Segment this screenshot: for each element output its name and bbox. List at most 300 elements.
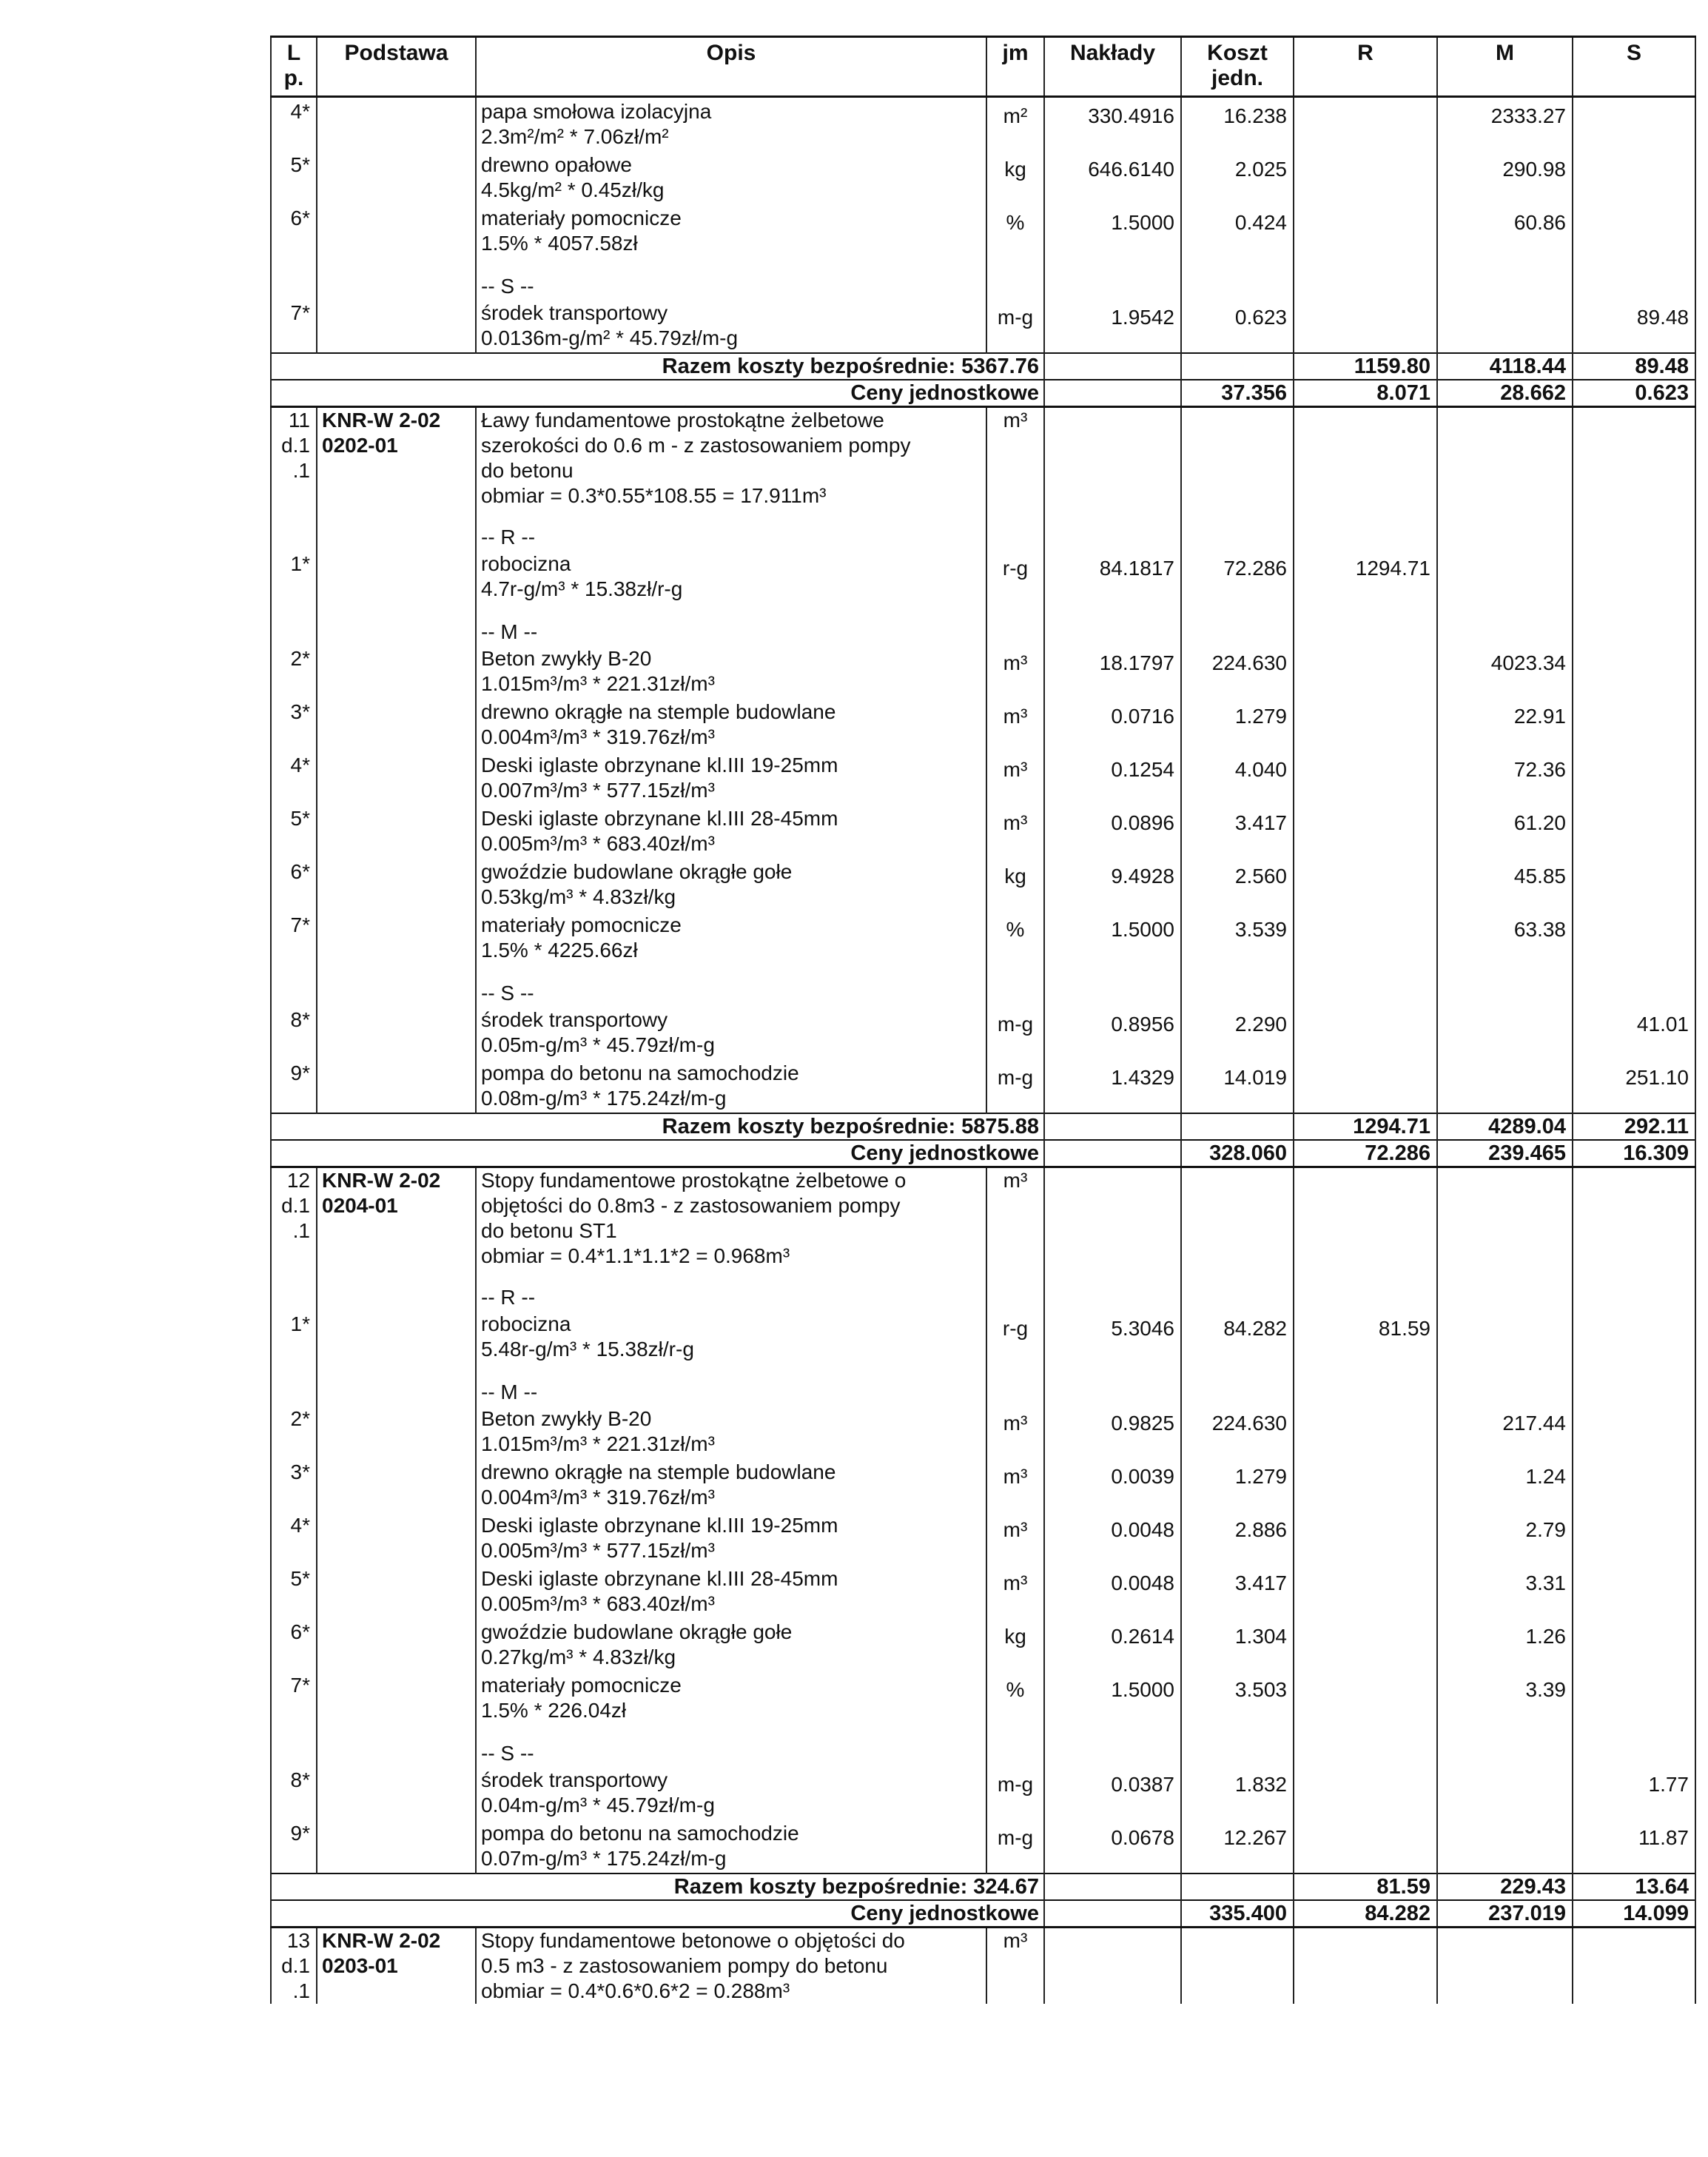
- row-jm: [986, 1618, 1044, 1671]
- position-title: [476, 1928, 986, 2005]
- spacer-cell: [986, 1285, 1044, 1310]
- row-koszt-value: 1.304: [1234, 1625, 1287, 1648]
- row-s: [1573, 1512, 1695, 1565]
- row-naklady-value: 0.0039: [1111, 1465, 1174, 1488]
- spacer-cell: [271, 509, 317, 525]
- sum-s: 89.48: [1573, 353, 1695, 380]
- sum-s: 292.11: [1573, 1113, 1695, 1140]
- row-naklady: [1044, 1006, 1181, 1059]
- spacer-cell: [476, 1363, 986, 1380]
- row-opis-line: gwoździe budowlane okrągłe gołe: [481, 860, 793, 883]
- spacer-cell: [1181, 509, 1294, 525]
- row-koszt-value: 14.019: [1223, 1066, 1287, 1089]
- spacer-cell: [1437, 1741, 1573, 1766]
- row-podstawa: [317, 274, 476, 299]
- row-opis-line: robocizna: [481, 552, 571, 575]
- spacer-cell: [1181, 965, 1294, 981]
- row-m: [1437, 299, 1573, 353]
- row-opis: [476, 1671, 986, 1725]
- row-jm-value: m-g: [997, 1013, 1034, 1036]
- spacer-cell: [476, 965, 986, 981]
- row-koszt: [1181, 751, 1294, 805]
- row-m-value: 2333.27: [1490, 104, 1566, 127]
- total-row: [271, 1873, 1695, 1900]
- row-r: [1294, 550, 1437, 603]
- row-s-value: 41.01: [1636, 1013, 1689, 1036]
- row-opis-line: 0.27kg/m³ * 4.83zł/kg: [481, 1646, 676, 1668]
- spacer-cell: [1044, 1725, 1181, 1741]
- row-s: [1573, 911, 1695, 965]
- spacer-cell: [1294, 603, 1437, 620]
- row-jm-value: %: [1006, 211, 1025, 234]
- spacer-cell: [1294, 620, 1437, 645]
- sum-r: 84.282: [1294, 1900, 1437, 1928]
- row-opis: [476, 1405, 986, 1458]
- row-podstawa: [317, 911, 476, 965]
- sum-r: 81.59: [1294, 1873, 1437, 1900]
- row-koszt-value: 4.040: [1234, 758, 1287, 781]
- row-opis: [476, 151, 986, 204]
- row-opis-line: 0.007m³/m³ * 577.15zł/m³: [481, 779, 715, 802]
- row-opis: [476, 1819, 986, 1873]
- position-header-row: [271, 1928, 1695, 2005]
- sum-koszt: [1181, 1113, 1294, 1140]
- position-title-line: Ławy fundamentowe prostokątne żelbetowe: [481, 409, 884, 432]
- position-title-line: do betonu: [481, 459, 574, 482]
- row-jm: [986, 1405, 1044, 1458]
- row-naklady-value: 0.0387: [1111, 1773, 1174, 1796]
- spacer-cell: [1044, 603, 1181, 620]
- spacer-cell: [1294, 1269, 1437, 1285]
- section-marker: -- M --: [476, 620, 986, 645]
- row-opis-line: 0.53kg/m³ * 4.83zł/kg: [481, 885, 676, 908]
- row-opis: [476, 911, 986, 965]
- spacer-cell: [1437, 1380, 1573, 1405]
- row-m: [1437, 1006, 1573, 1059]
- row-opis-line: 1.5% * 4057.58zł: [481, 232, 638, 255]
- row-opis-line: środek transportowy: [481, 1768, 668, 1791]
- row-koszt: [1181, 1006, 1294, 1059]
- row-m: [1437, 751, 1573, 805]
- sum-koszt: [1181, 1873, 1294, 1900]
- spacer-cell: [1181, 620, 1294, 645]
- row-jm-value: %: [1006, 1678, 1025, 1701]
- spacer-cell: [986, 1741, 1044, 1766]
- row-naklady-value: 1.5000: [1111, 918, 1174, 941]
- position-lp-line: d.1: [281, 434, 310, 457]
- spacer-cell: [317, 603, 476, 620]
- row-naklady: [1044, 805, 1181, 858]
- row-jm: [986, 97, 1044, 152]
- row-koszt-value: 3.417: [1234, 1571, 1287, 1594]
- table-row: [271, 151, 1695, 204]
- row-naklady-value: 18.1797: [1099, 651, 1174, 674]
- row-podstawa: [317, 550, 476, 603]
- row-r: [1294, 1059, 1437, 1113]
- row-jm-value: m³: [1003, 758, 1028, 781]
- row-koszt: [1181, 1618, 1294, 1671]
- row-s: [1573, 1405, 1695, 1458]
- row-podstawa: [317, 1405, 476, 1458]
- position-code-line: KNR-W 2-02: [322, 409, 441, 432]
- spacer-cell: [986, 274, 1044, 299]
- spacer-cell: [1181, 274, 1294, 299]
- row-jm: [986, 550, 1044, 603]
- row-koszt-value: 224.630: [1211, 1412, 1287, 1435]
- row-opis: [476, 805, 986, 858]
- cost-estimate-sheet: [270, 36, 1695, 2004]
- row-naklady: [1044, 1458, 1181, 1512]
- row-opis: [476, 299, 986, 353]
- row-jm: [986, 204, 1044, 258]
- sum-s: 0.623: [1573, 380, 1695, 407]
- row-koszt: [1181, 1405, 1294, 1458]
- row-opis: [476, 1565, 986, 1618]
- spacer-cell: [1573, 981, 1695, 1006]
- row-lp: [271, 981, 317, 1006]
- row-r: [1294, 1405, 1437, 1458]
- row-naklady: [1044, 1618, 1181, 1671]
- row-m-value: 22.91: [1513, 705, 1566, 728]
- row-podstawa: [317, 1059, 476, 1113]
- row-koszt: [1181, 645, 1294, 698]
- spacer-cell: [1044, 1285, 1181, 1310]
- spacer-cell: [1573, 1741, 1695, 1766]
- spacer-cell: [986, 620, 1044, 645]
- row-naklady-value: 330.4916: [1088, 104, 1174, 127]
- sum-koszt: 328.060: [1181, 1140, 1294, 1167]
- spacer-cell: [1294, 407, 1437, 509]
- spacer-cell: [1181, 525, 1294, 550]
- row-m: [1437, 1310, 1573, 1363]
- row-opis-line: 0.004m³/m³ * 319.76zł/m³: [481, 1486, 715, 1509]
- row-m-value: 72.36: [1513, 758, 1566, 781]
- unit-price-row: [271, 1900, 1695, 1928]
- row-r: [1294, 1766, 1437, 1819]
- row-opis-line: 2.3m²/m² * 7.06zł/m²: [481, 125, 669, 148]
- row-s-value: 1.77: [1648, 1773, 1689, 1796]
- row-opis: [476, 1059, 986, 1113]
- spacer-cell: [1573, 407, 1695, 509]
- spacer-cell: [1044, 1380, 1181, 1405]
- spacer-cell: [1044, 509, 1181, 525]
- spacer-cell: [476, 1725, 986, 1741]
- position-title-line: obmiar = 0.4*0.6*0.6*2 = 0.288m³: [481, 1979, 790, 2002]
- row-koszt: [1181, 698, 1294, 751]
- spacer-cell: [1181, 1167, 1294, 1269]
- position-jm: m³: [986, 1928, 1044, 2005]
- row-opis-line: 0.07m-g/m³ * 175.24zł/m-g: [481, 1847, 727, 1870]
- row-koszt-value: 2.886: [1234, 1518, 1287, 1541]
- row-naklady-value: 0.0716: [1111, 705, 1174, 728]
- spacer-cell: [1437, 620, 1573, 645]
- row-jm-value: r-g: [1002, 1317, 1029, 1340]
- row-opis: [476, 1006, 986, 1059]
- position-lp-line: .1: [292, 1979, 310, 2002]
- row-lp: 2*: [271, 1405, 317, 1458]
- row-r: [1294, 698, 1437, 751]
- row-m: [1437, 911, 1573, 965]
- sum-r: 1294.71: [1294, 1113, 1437, 1140]
- row-s: [1573, 1006, 1695, 1059]
- row-r: [1294, 204, 1437, 258]
- row-opis-line: 4.7r-g/m³ * 15.38zł/r-g: [481, 577, 683, 600]
- unit-price-row: [271, 1140, 1695, 1167]
- row-r: [1294, 1006, 1437, 1059]
- spacer-cell: [271, 965, 317, 981]
- row-naklady: [1044, 299, 1181, 353]
- row-koszt-value: 3.503: [1234, 1678, 1287, 1701]
- row-opis-line: Deski iglaste obrzynane kl.III 19-25mm: [481, 754, 838, 776]
- row-lp: 8*: [271, 1766, 317, 1819]
- row-koszt-value: 84.282: [1223, 1317, 1287, 1340]
- row-r: [1294, 1819, 1437, 1873]
- row-naklady: [1044, 550, 1181, 603]
- row-r: [1294, 751, 1437, 805]
- row-podstawa: [317, 1512, 476, 1565]
- row-koszt-value: 16.238: [1223, 104, 1287, 127]
- row-naklady: [1044, 858, 1181, 911]
- spacer-cell: [1044, 620, 1181, 645]
- spacer-cell: [1044, 1269, 1181, 1285]
- spacer-cell: [271, 258, 317, 274]
- row-s-value: 11.87: [1638, 1826, 1689, 1849]
- spacer-cell: [1181, 1363, 1294, 1380]
- position-lp-line: d.1: [281, 1954, 310, 1977]
- sum-m: 239.465: [1437, 1140, 1573, 1167]
- row-m: [1437, 1766, 1573, 1819]
- position-lp-line: 12: [286, 1169, 310, 1192]
- spacer-cell: [986, 1725, 1044, 1741]
- col-header-s: S: [1573, 37, 1695, 97]
- spacer-cell: [1294, 1725, 1437, 1741]
- row-lp: [271, 620, 317, 645]
- row-opis-line: materiały pomocnicze: [481, 913, 682, 936]
- row-podstawa: [317, 1671, 476, 1725]
- spacer-cell: [1437, 1725, 1573, 1741]
- row-koszt: [1181, 204, 1294, 258]
- row-lp: [271, 274, 317, 299]
- total-row: [271, 1113, 1695, 1140]
- sum-koszt: [1181, 353, 1294, 380]
- row-koszt: [1181, 805, 1294, 858]
- unit-price-label: Ceny jednostkowe: [271, 1140, 1044, 1167]
- position-code: [317, 407, 476, 509]
- row-s: [1573, 1059, 1695, 1113]
- position-title-line: obmiar = 0.4*1.1*1.1*2 = 0.968m³: [481, 1244, 790, 1267]
- row-opis-line: drewno okrągłe na stemple budowlane: [481, 700, 836, 723]
- row-jm: [986, 1006, 1044, 1059]
- position-lp-line: .1: [292, 459, 310, 482]
- row-lp: 4*: [271, 1512, 317, 1565]
- row-jm-value: m-g: [997, 1773, 1034, 1796]
- row-m: [1437, 698, 1573, 751]
- spacer-cell: [986, 1380, 1044, 1405]
- spacer-cell: [1573, 274, 1695, 299]
- spacer-cell: [1437, 1269, 1573, 1285]
- section-marker-row: [271, 620, 1695, 645]
- row-naklady-value: 5.3046: [1111, 1317, 1174, 1340]
- row-jm-value: m³: [1003, 1571, 1028, 1594]
- row-naklady: [1044, 151, 1181, 204]
- table-row: [271, 1405, 1695, 1458]
- total-label: Razem koszty bezpośrednie: 5875.88: [271, 1113, 1044, 1140]
- row-koszt: [1181, 1310, 1294, 1363]
- spacer-cell: [317, 1269, 476, 1285]
- row-s: [1573, 1766, 1695, 1819]
- spacer-cell: [1294, 525, 1437, 550]
- spacer-cell: [1044, 407, 1181, 509]
- row-r-value: 1294.71: [1355, 557, 1430, 580]
- spacer-cell: [1044, 1363, 1181, 1380]
- row-koszt: [1181, 1671, 1294, 1725]
- row-lp: 6*: [271, 204, 317, 258]
- position-code-line: 0204-01: [322, 1194, 398, 1217]
- row-jm-value: m³: [1003, 705, 1028, 728]
- table-row: [271, 751, 1695, 805]
- spacer-cell: [317, 258, 476, 274]
- row-naklady: [1044, 1766, 1181, 1819]
- spacer-cell: [271, 1269, 317, 1285]
- row-s: [1573, 751, 1695, 805]
- row-naklady-value: 1.9542: [1111, 306, 1174, 329]
- row-lp: 7*: [271, 911, 317, 965]
- spacer-cell: [1181, 407, 1294, 509]
- row-opis-line: pompa do betonu na samochodzie: [481, 1061, 799, 1084]
- col-header-jm: jm: [986, 37, 1044, 97]
- spacer-cell: [1044, 1928, 1181, 2005]
- row-jm-value: m-g: [997, 1066, 1034, 1089]
- row-naklady-value: 1.4329: [1111, 1066, 1174, 1089]
- section-marker: -- M --: [476, 1380, 986, 1405]
- row-s: [1573, 858, 1695, 911]
- row-m: [1437, 1565, 1573, 1618]
- row-opis-line: Beton zwykły B-20: [481, 647, 652, 670]
- spacer-cell: [1044, 1167, 1181, 1269]
- row-koszt: [1181, 97, 1294, 152]
- row-m: [1437, 645, 1573, 698]
- spacer-row: [271, 1269, 1695, 1285]
- spacer-cell: [1294, 1285, 1437, 1310]
- row-lp: 6*: [271, 1618, 317, 1671]
- section-marker-row: [271, 981, 1695, 1006]
- row-opis-line: materiały pomocnicze: [481, 207, 682, 229]
- spacer-cell: [476, 258, 986, 274]
- position-code: [317, 1167, 476, 1269]
- section-marker: -- R --: [476, 525, 986, 550]
- row-m: [1437, 1458, 1573, 1512]
- row-r: [1294, 1458, 1437, 1512]
- row-jm: [986, 1766, 1044, 1819]
- spacer-cell: [1573, 525, 1695, 550]
- spacer-cell: [1181, 1380, 1294, 1405]
- spacer-cell: [1181, 1285, 1294, 1310]
- row-opis: [476, 1766, 986, 1819]
- position-title-line: objętości do 0.8m3 - z zastosowaniem pompy: [481, 1194, 901, 1217]
- row-m-value: 3.39: [1525, 1678, 1566, 1701]
- position-title: [476, 407, 986, 509]
- row-koszt-value: 3.539: [1234, 918, 1287, 941]
- row-naklady-value: 0.0048: [1111, 1518, 1174, 1541]
- row-naklady: [1044, 751, 1181, 805]
- section-marker: -- S --: [476, 1741, 986, 1766]
- row-naklady-value: 0.2614: [1111, 1625, 1174, 1648]
- row-jm-value: m²: [1003, 104, 1028, 127]
- sum-naklady: [1044, 1873, 1181, 1900]
- position-title-line: Stopy fundamentowe prostokątne żelbetowe o: [481, 1169, 907, 1192]
- row-koszt-value: 1.279: [1234, 1465, 1287, 1488]
- spacer-cell: [1294, 981, 1437, 1006]
- row-jm: [986, 1565, 1044, 1618]
- table-body: [271, 97, 1695, 2005]
- row-opis-line: pompa do betonu na samochodzie: [481, 1822, 799, 1845]
- table-row: [271, 1059, 1695, 1113]
- row-s: [1573, 645, 1695, 698]
- spacer-cell: [1573, 965, 1695, 981]
- table-row: [271, 1618, 1695, 1671]
- spacer-cell: [1181, 258, 1294, 274]
- row-m: [1437, 1819, 1573, 1873]
- row-opis: [476, 1458, 986, 1512]
- row-podstawa: [317, 698, 476, 751]
- row-jm: [986, 698, 1044, 751]
- spacer-cell: [1181, 1269, 1294, 1285]
- spacer-cell: [1437, 965, 1573, 981]
- row-koszt-value: 224.630: [1211, 651, 1287, 674]
- unit-price-row: [271, 380, 1695, 407]
- row-lp: 7*: [271, 1671, 317, 1725]
- row-s: [1573, 97, 1695, 152]
- spacer-cell: [986, 965, 1044, 981]
- row-koszt: [1181, 911, 1294, 965]
- position-jm: m³: [986, 407, 1044, 509]
- row-jm: [986, 911, 1044, 965]
- spacer-cell: [1044, 525, 1181, 550]
- row-s: [1573, 550, 1695, 603]
- row-naklady: [1044, 1405, 1181, 1458]
- position-lp-line: 11: [288, 409, 310, 432]
- row-m-value: 61.20: [1513, 811, 1566, 834]
- row-koszt: [1181, 1565, 1294, 1618]
- spacer-cell: [1437, 981, 1573, 1006]
- row-r-value: 81.59: [1378, 1317, 1430, 1340]
- spacer-cell: [1294, 1167, 1437, 1269]
- col-header-lp: L p.: [271, 37, 317, 97]
- row-koszt-value: 2.560: [1234, 865, 1287, 888]
- row-podstawa: [317, 981, 476, 1006]
- position-title-line: szerokości do 0.6 m - z zastosowaniem pompy: [481, 434, 911, 457]
- spacer-cell: [317, 1363, 476, 1380]
- col-header-podstawa: Podstawa: [317, 37, 476, 97]
- row-koszt-value: 1.832: [1234, 1773, 1287, 1796]
- row-koszt-value: 0.424: [1234, 211, 1287, 234]
- position-title: [476, 1167, 986, 1269]
- row-naklady-value: 0.1254: [1111, 758, 1174, 781]
- spacer-cell: [986, 1363, 1044, 1380]
- row-opis-line: 0.04m-g/m³ * 45.79zł/m-g: [481, 1794, 715, 1816]
- row-lp: 7*: [271, 299, 317, 353]
- row-s: [1573, 151, 1695, 204]
- row-m-value: 4023.34: [1490, 651, 1566, 674]
- position-title-line: obmiar = 0.3*0.55*108.55 = 17.911m³: [481, 484, 827, 507]
- sum-m: 237.019: [1437, 1900, 1573, 1928]
- section-marker-row: [271, 1285, 1695, 1310]
- row-opis-line: 0.005m³/m³ * 683.40zł/m³: [481, 1592, 715, 1615]
- row-opis: [476, 858, 986, 911]
- row-m: [1437, 1405, 1573, 1458]
- row-naklady-value: 1.5000: [1111, 1678, 1174, 1701]
- row-opis-line: 4.5kg/m² * 0.45zł/kg: [481, 178, 665, 201]
